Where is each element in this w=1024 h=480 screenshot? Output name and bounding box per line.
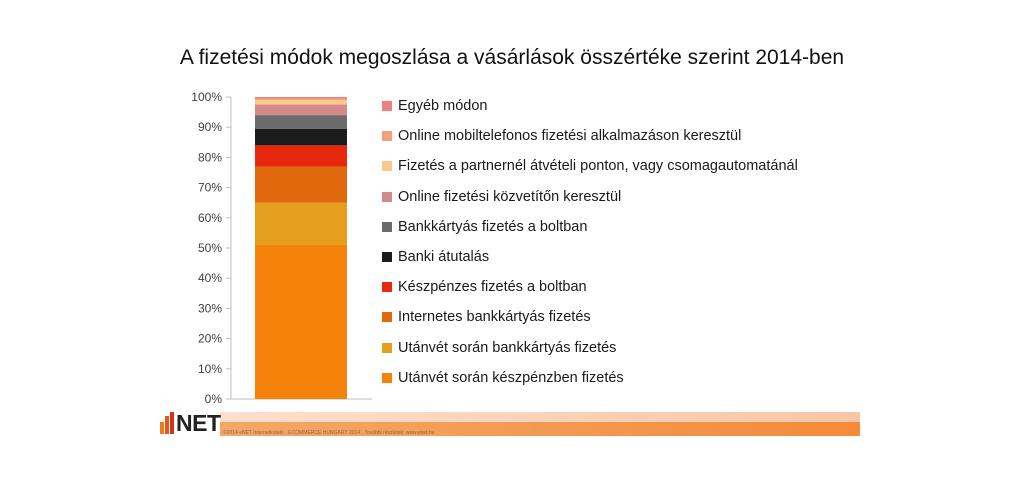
bar-segment-5	[255, 129, 347, 146]
legend-label: Utánvét során bankkártyás fizetés	[398, 339, 617, 356]
legend-item	[382, 368, 624, 388]
legend-swatch	[382, 222, 392, 232]
y-tick-label: 60%	[197, 210, 222, 225]
legend-swatch	[382, 282, 392, 292]
legend-item	[382, 126, 741, 146]
enet-logo	[160, 409, 221, 437]
legend-item	[382, 277, 587, 297]
y-tick-label: 70%	[197, 180, 222, 195]
legend-item	[382, 217, 587, 237]
y-tick-label: 30%	[197, 301, 222, 316]
legend-label: Banki átutalás	[398, 249, 490, 265]
legend-swatch	[382, 373, 392, 383]
bar-segment-4	[255, 145, 347, 166]
legend-label: Internetes bankkártyás fizetés	[398, 309, 591, 326]
enet-logo-mark-icon	[160, 412, 174, 434]
bar-segment-10	[255, 97, 347, 99]
legend-label: Online mobiltelefonos fizetési alkalmazáson keresztül	[398, 128, 742, 145]
logo-text: NET	[176, 409, 221, 436]
y-tick-label: 40%	[197, 271, 222, 286]
footer-small-text: ©2014 eNET Internetkutató · ECOMMERCE HUNGARY 2014 · További részletek: www.enet.hu	[223, 430, 435, 436]
bar-segment-8	[255, 100, 347, 105]
y-tick-label: 90%	[197, 120, 222, 135]
chart-title: A fizetési módok megoszlása a vásárlások összértéke szerint 2014-ben	[179, 46, 845, 69]
legend-label: Online fizetési közvetítőn keresztül	[398, 188, 622, 205]
legend-label: Egyéb módon	[398, 98, 488, 114]
bar-segment-1	[255, 245, 347, 399]
bar-segment-7	[255, 105, 347, 116]
legend-swatch	[382, 101, 392, 111]
legend-label: Fizetés a partnernél átvételi ponton, vagy csomagautomatánál	[398, 158, 798, 175]
legend-item	[382, 96, 487, 116]
legend-swatch	[382, 343, 392, 353]
legend-swatch	[382, 312, 392, 322]
legend-swatch	[382, 192, 392, 202]
legend-item	[382, 156, 798, 176]
legend-item	[382, 307, 591, 327]
legend-label: Készpénzes fizetés a boltban	[398, 279, 587, 296]
y-tick-label: 10%	[197, 361, 222, 376]
legend-label: Utánvét során készpénzben fizetés	[398, 369, 624, 386]
legend-item	[382, 187, 621, 207]
legend-swatch	[382, 131, 392, 141]
bar-segment-9	[255, 99, 347, 101]
y-tick-label: 0%	[204, 392, 222, 406]
legend-item	[382, 338, 616, 358]
legend-label: Bankkártyás fizetés a boltban	[398, 218, 588, 235]
legend-swatch	[382, 161, 392, 171]
legend-swatch	[382, 252, 392, 262]
bar-segment-2	[255, 203, 347, 245]
legend-item	[382, 247, 489, 267]
y-tick-label: 20%	[197, 331, 222, 346]
y-tick-label: 80%	[197, 150, 222, 165]
y-tick-label: 50%	[197, 241, 222, 255]
bar-segment-3	[255, 166, 347, 202]
y-tick-label: 100%	[191, 90, 222, 104]
bar-segment-6	[255, 115, 347, 129]
